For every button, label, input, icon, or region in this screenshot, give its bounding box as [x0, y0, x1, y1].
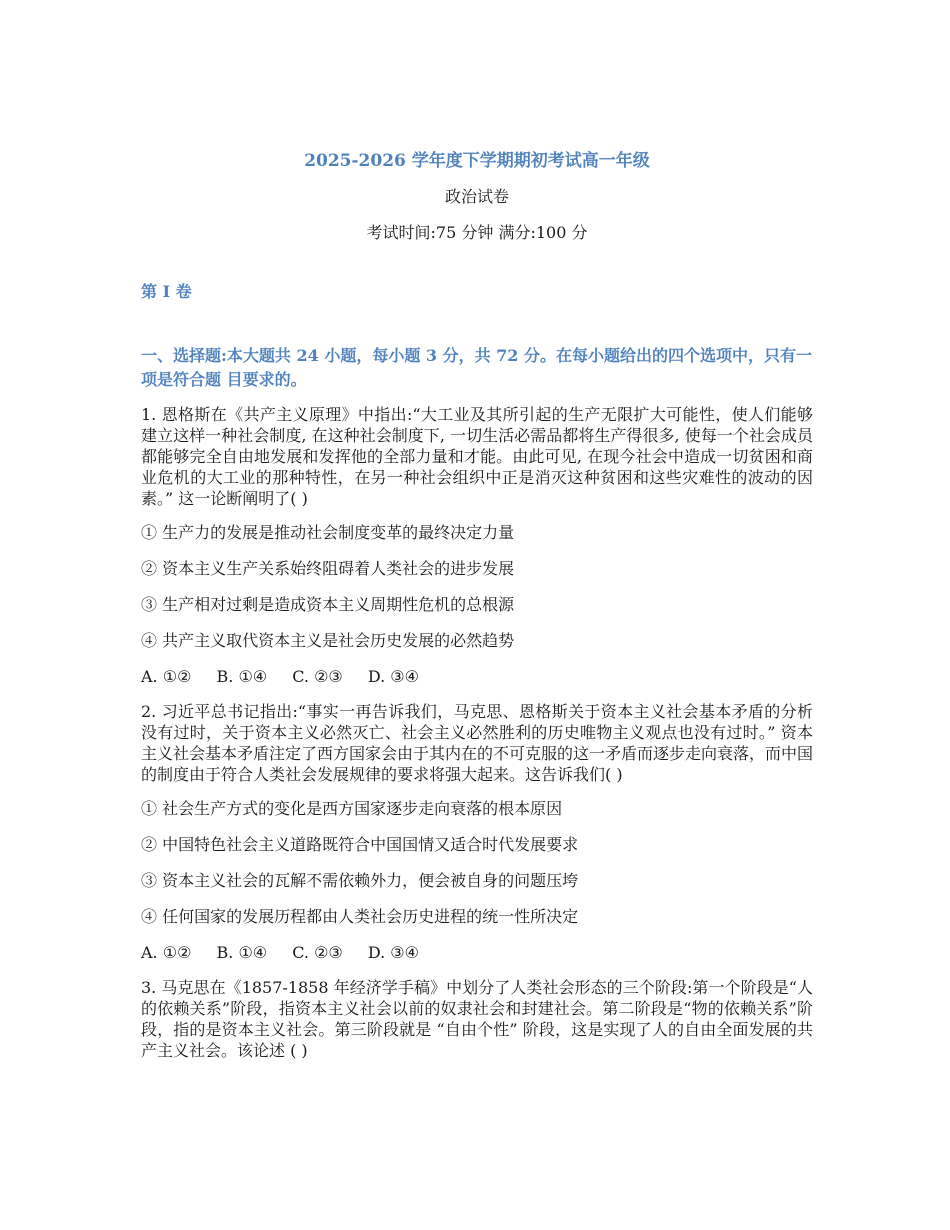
statement-3: ③ 生产相对过剩是造成资本主义周期性危机的总根源: [141, 595, 515, 614]
answer-choice-a: A. ①②: [141, 943, 192, 962]
exam-time-and-score: 考试时间:75 分钟 满分:100 分: [366, 223, 588, 242]
statement-2: ② 中国特色社会主义道路既符合中国国情又适合时代发展要求: [141, 835, 579, 854]
answer-choices: [141, 941, 813, 965]
question-3: [141, 977, 813, 1061]
answer-choice-b: B. ①④: [216, 667, 268, 686]
statement-3: ③ 资本主义社会的瓦解不需依赖外力，便会被自身的问题压垮: [141, 871, 579, 890]
answer-choice-d: D. ③④: [367, 667, 419, 686]
part-heading: 第 I 卷: [141, 282, 192, 301]
answer-choice-d: D. ③④: [367, 943, 419, 962]
section-instruction: 一、选择题:本大题共 24 小题，每小题 3 分，共 72 分。在每小题给出的四个选项中，只有一项是符合题 目要求的。: [141, 346, 812, 389]
statement-1: ① 生产力的发展是推动社会制度变革的最终决定力量: [141, 523, 515, 542]
question-stem: 3. 马克思在《1857-1858 年经济学手稿》中划分了人类社会形态的三个阶段:第一个阶段是“人的依赖关系”阶段，指资本主义社会以前的奴隶社会和封建社会。第二阶段是“物的依赖关系”阶段，指的是资本主义社会。第三阶段就是 “自由个性” 阶段，这是实现了人的自由全面发展的共产主义社会。该论述 ( ): [141, 978, 813, 1060]
answer-choice-c: C. ②③: [292, 943, 343, 962]
question-stem: 1. 恩格斯在《共产主义原理》中指出:“大工业及其所引起的生产无限扩大可能性，使人们能够建立这样一种社会制度, 在这种社会制度下, 一切生活必需品都将生产得很多, 使每一个社会成员都能够完全自由地发展和发挥他的全部力量和才能。由此可见, 在现今社会中造成一切贫困和商业危机的大工业的那种特性，在另一种社会组织中正是消灭这种贫困和这些灾难性的波动的因素。” 这一论断阐明了( ): [141, 405, 813, 508]
answer-choice-b: B. ①④: [216, 943, 268, 962]
question-1: [141, 404, 813, 689]
exam-subject: 政治试卷: [444, 187, 509, 206]
statement-4: ④ 共产主义取代资本主义是社会历史发展的必然趋势: [141, 631, 515, 650]
exam-title: 2025-2026 学年度下学期期初考试高一年级: [304, 151, 650, 171]
statement-4: ④ 任何国家的发展历程都由人类社会历史进程的统一性所决定: [141, 907, 579, 926]
statement-1: ① 社会生产方式的变化是西方国家逐步走向衰落的根本原因: [141, 799, 563, 818]
statement-2: ② 资本主义生产关系始终阻碍着人类社会的进步发展: [141, 559, 515, 578]
answer-choice-a: A. ①②: [141, 667, 192, 686]
document-content: [141, 148, 813, 1073]
answer-choice-c: C. ②③: [292, 667, 343, 686]
question-stem: 2. 习近平总书记指出:“事实一再告诉我们，马克思、恩格斯关于资本主义社会基本矛盾的分析没有过时，关于资本主义必然灭亡、社会主义必然胜利的历史唯物主义观点也没有过时。” 资本主义社会基本矛盾注定了西方国家会由于其内在的不可克服的这一矛盾而逐步走向衰落，而中国的制度由于符合人类社会发展规律的要求将强大起来。这告诉我们( ): [141, 702, 814, 784]
answer-choices: [141, 665, 813, 689]
question-2: [141, 701, 813, 965]
